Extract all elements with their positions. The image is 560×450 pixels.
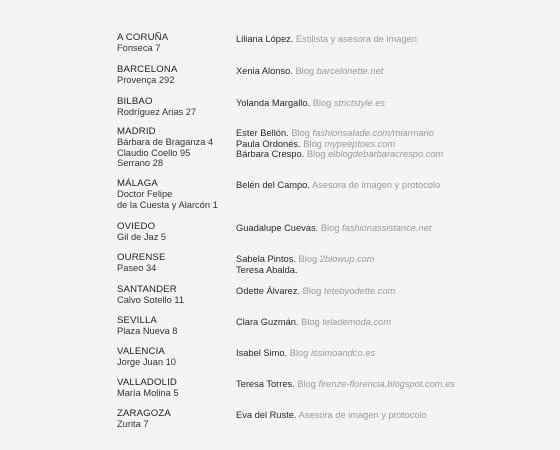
- stylist-name: Ester Bellón.: [236, 128, 289, 138]
- store-location: [117, 178, 236, 210]
- store-location: [117, 64, 236, 86]
- directory-entry-oviedo: [117, 221, 547, 243]
- stylist-line: [236, 66, 547, 77]
- directory-entry-sevilla: [117, 315, 547, 337]
- city-name: SANTANDER: [117, 284, 177, 295]
- directory-entry-malaga: [117, 178, 547, 210]
- store-location: [117, 315, 236, 337]
- store-location: [117, 32, 236, 54]
- city-name: BILBAO: [117, 96, 153, 107]
- stylist-line: [236, 98, 547, 109]
- store-address-line: Doctor Felipe: [117, 189, 173, 199]
- store-address-line: Plaza Nueva 8: [117, 326, 178, 336]
- blog-url: fashionassistance.net: [341, 223, 432, 233]
- stylist-description: Asesora de imagen y protocolo: [311, 180, 441, 190]
- stylist-line: [236, 223, 547, 234]
- stylists-list: [236, 408, 547, 421]
- stylist-line: [236, 139, 547, 150]
- directory-entry-barcelona: [117, 64, 547, 86]
- stylist-line: [236, 265, 547, 276]
- stylist-line: [236, 254, 547, 265]
- store-address-line: Provença 292: [117, 75, 175, 85]
- store-location: [117, 126, 236, 169]
- stylist-name: Liliana López.: [236, 34, 294, 44]
- store-location: [117, 408, 236, 430]
- city-name: OURENSE: [117, 252, 166, 263]
- blog-url: firenze-florencia.blogspot.com.es: [318, 379, 455, 389]
- store-address-line: Jorge Juan 10: [117, 357, 176, 367]
- store-address-line: Calvo Sotello 11: [117, 295, 185, 305]
- city-name: BARCELONA: [117, 64, 178, 75]
- blog-url: elblogdebarbaracrespo.com: [328, 149, 444, 159]
- stylist-description: Blog: [312, 98, 332, 108]
- stylist-line: [236, 128, 547, 139]
- stylists-list: [236, 346, 547, 359]
- store-address-line: María Molina 5: [117, 388, 179, 398]
- store-address-line: Paseo 34: [117, 263, 157, 273]
- stylist-name: Teresa Torres.: [236, 379, 295, 389]
- directory-entry-valencia: [117, 346, 547, 368]
- stylist-name: Clara Guzmán.: [236, 317, 299, 327]
- stylist-line: [236, 34, 547, 45]
- stylist-name: Paula Ordonés.: [236, 138, 301, 149]
- stylist-line: [236, 410, 547, 421]
- stylist-line: [236, 149, 547, 160]
- stylists-list: [236, 252, 547, 275]
- blog-url: fashionsalade.com/miarmario: [312, 128, 434, 138]
- city-name: MÁLAGA: [117, 178, 158, 189]
- directory-entry-valladolid: [117, 377, 547, 399]
- stylist-line: [236, 379, 547, 390]
- stylist-line: [236, 348, 547, 359]
- stylist-line: [236, 180, 547, 191]
- blog-url: strictstyle.es: [333, 98, 386, 108]
- stylist-description: Estilista y asesora de imagen: [295, 34, 417, 44]
- stylist-name: Xenia Alonso.: [236, 66, 293, 76]
- stylist-description: Blog: [301, 317, 320, 327]
- directory-entry-santander: [117, 284, 547, 306]
- city-name: ZARAGOZA: [117, 408, 171, 419]
- store-address-line: de la Cuesta y Alarcón 1: [117, 199, 218, 210]
- store-address-line: Fonseca 7: [117, 43, 161, 53]
- store-location: [117, 346, 236, 368]
- city-name: MADRID: [117, 126, 156, 137]
- stylists-list: [236, 32, 547, 45]
- stylist-name: Guadalupe Cuevas.: [236, 223, 319, 233]
- store-location: [117, 377, 236, 399]
- stylists-list: [236, 315, 547, 328]
- directory-entry-ourense: [117, 252, 547, 275]
- store-address-line: Claudio Coello 95: [117, 147, 191, 158]
- stylists-list: [236, 126, 547, 160]
- stylist-description: Blog: [295, 66, 315, 76]
- stylist-description: Blog: [298, 254, 318, 264]
- blog-url: mypeeptoes.com: [324, 138, 396, 149]
- store-address-line: Rodríguez Arias 27: [117, 107, 197, 117]
- store-location: [117, 252, 236, 274]
- stylist-description: Blog: [306, 149, 326, 159]
- stylist-name: Bárbara Crespo.: [236, 149, 305, 159]
- blog-url: tetebyodette.com: [323, 286, 396, 296]
- stylists-list: [236, 178, 547, 191]
- stylist-name: Sabela Pintos.: [236, 254, 296, 264]
- stylist-name: Odette Álvarez.: [236, 286, 301, 296]
- stylist-name: Teresa Abalda.: [236, 264, 298, 275]
- store-location: [117, 221, 236, 243]
- blog-url: 2blowup.com: [319, 254, 375, 264]
- city-name: SEVILLA: [117, 315, 157, 326]
- city-name: OVIEDO: [117, 221, 156, 232]
- blog-url: telademoda.com: [322, 317, 392, 327]
- stylist-name: Isabel Simo.: [236, 348, 288, 358]
- stylist-name: Yolanda Margallo.: [236, 98, 311, 108]
- directory-entry-madrid: [117, 126, 547, 169]
- stylists-list: [236, 221, 547, 234]
- store-location: [117, 284, 236, 306]
- directory-entry-a-coruna: [117, 32, 547, 54]
- directory-entry-zaragoza: [117, 408, 547, 430]
- stylists-list: [236, 96, 547, 109]
- stylists-list: [236, 64, 547, 77]
- store-location: [117, 96, 236, 118]
- stylists-list: [236, 284, 547, 297]
- stylist-line: [236, 317, 547, 328]
- store-address-line: Zurita 7: [117, 419, 149, 429]
- city-name: VALENCIA: [117, 346, 165, 357]
- stylist-description: Blog: [303, 138, 322, 149]
- stylists-list: [236, 377, 547, 390]
- blog-url: issimoandco.es: [310, 348, 376, 358]
- city-name: A CORUÑA: [117, 32, 169, 43]
- stylist-description: Blog: [289, 348, 309, 358]
- store-address-line: Serrano 28: [117, 158, 163, 168]
- stylist-name: Belén del Campo.: [236, 180, 310, 190]
- blog-url: barcelonette.net: [316, 66, 384, 76]
- directory-entry-bilbao: [117, 96, 547, 118]
- stylist-description: Blog: [291, 128, 310, 138]
- city-name: VALLADOLID: [117, 377, 177, 388]
- store-address-line: Gil de Jaz 5: [117, 232, 167, 242]
- stylist-description: Blog: [297, 379, 316, 389]
- stylist-line: [236, 286, 547, 297]
- stylist-description: Blog: [302, 286, 322, 296]
- stylist-description: Blog: [320, 223, 340, 233]
- stylist-name: Eva del Ruste.: [236, 410, 297, 420]
- store-address-line: Bárbara de Braganza 4: [117, 137, 214, 147]
- stylist-description: Asesora de imagen y protocolo: [298, 410, 427, 420]
